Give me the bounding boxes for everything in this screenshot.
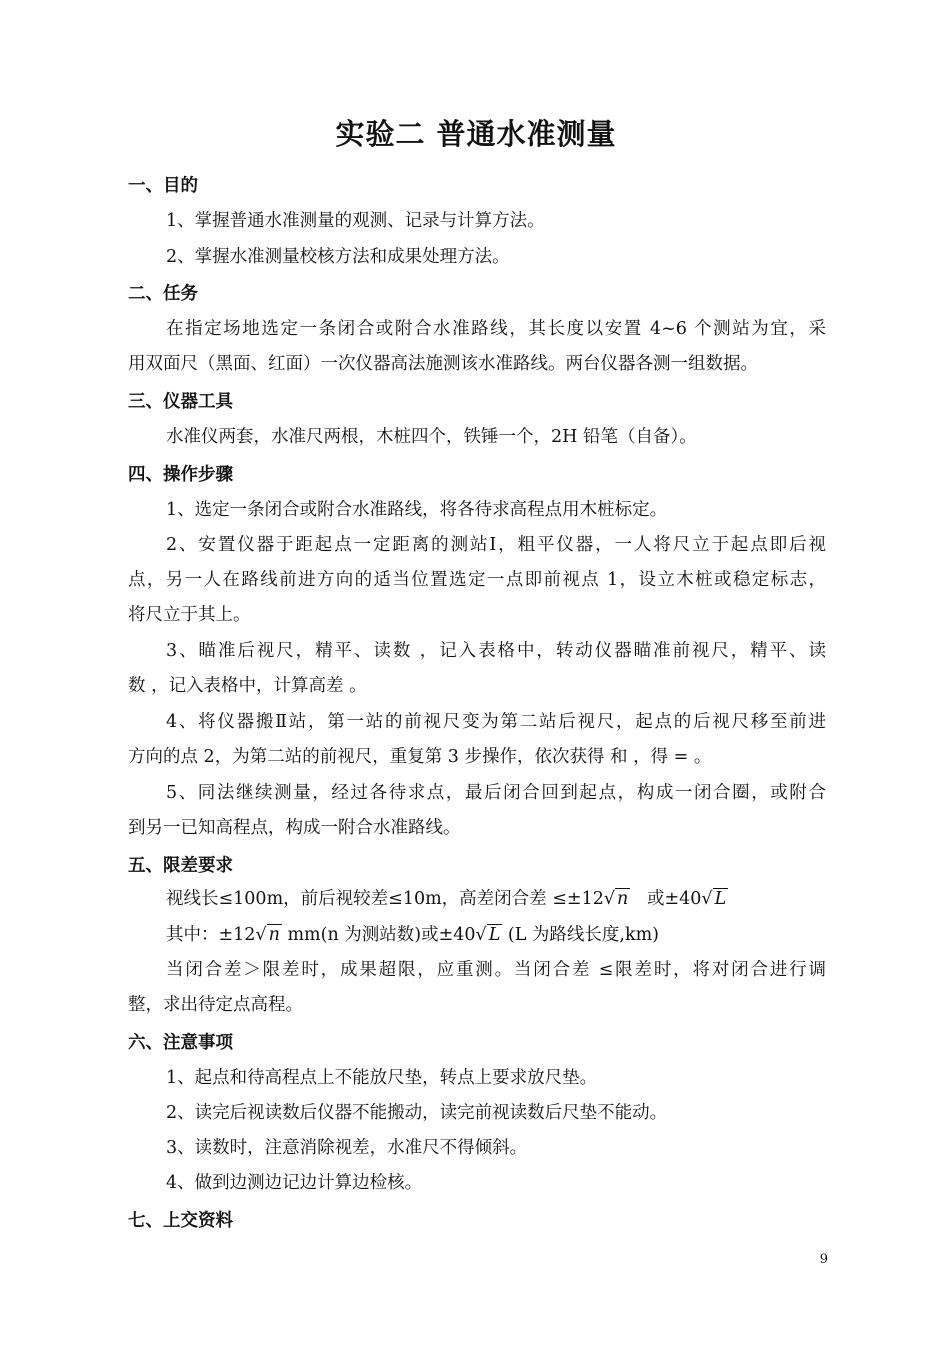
task-line-1: 在指定场地选定一条闭合或附合水准路线，其长度以安置 4~6 个测站为宜，采 (166, 319, 826, 339)
tolerance-line-4: 整，求出待定点高程。 (128, 995, 303, 1015)
heading-steps: 四、操作步骤 (128, 465, 233, 485)
step-2-line-2: 点，另一人在路线前进方向的适当位置选定一点即前视点 1，设立木桩或稳定标志， (128, 570, 826, 590)
step-2-line-1: 2、安置仪器于距起点一定距离的测站Ⅰ，粗平仪器，一人将尺立于起点即后视 (166, 535, 826, 555)
heading-submit: 七、上交资料 (128, 1211, 233, 1231)
sqrt-l: √ L (701, 889, 727, 909)
sqrt-n-2: √ n (255, 925, 280, 945)
tolerance-line-3: 当闭合差＞限差时，成果超限，应重测。当闭合差 ≤限差时，将对闭合进行调 (166, 960, 826, 980)
note-2: 2、读完后视读数后仪器不能搬动，读完前视读数后尺垫不能动。 (166, 1103, 668, 1123)
step-5-line-1: 5、同法继续测量，经过各待求点，最后闭合回到起点，构成一闭合圈，或附合 (166, 783, 826, 803)
step-1: 1、选定一条闭合或附合水准路线，将各待求高程点用木桩标定。 (166, 500, 668, 520)
heading-tolerance: 五、限差要求 (128, 856, 233, 876)
step-4-line-1: 4、将仪器搬Ⅱ站，第一站的前视尺变为第二站后视尺，起点的后视尺移至前进 (166, 712, 826, 732)
note-3: 3、读数时，注意消除视差，水准尺不得倾斜。 (166, 1138, 528, 1158)
tolerance-line-1-or: 或±40 (646, 889, 702, 909)
tolerance-line-2: 其中：±12√ n mm(n 为测站数)或±40√ L (L 为路线长度,km) (166, 925, 659, 945)
tools-text: 水准仪两套，水准尺两根，木桩四个，铁锤一个，2H 铅笔（自备）。 (166, 427, 697, 447)
sqrt-n: √ n (603, 889, 629, 909)
note-4: 4、做到边测边记边计算边检核。 (166, 1173, 423, 1193)
step-3-line-1: 3、瞄准后视尺，精平、读数 ，记入表格中，转动仪器瞄准前视尺，精平、读 (166, 641, 826, 661)
heading-purpose: 一、目的 (128, 176, 198, 196)
heading-task: 二、任务 (128, 284, 198, 304)
step-4-line-2: 方向的点 2，为第二站的前视尺，重复第 3 步操作，依次获得 和 ，得 = 。 (128, 747, 712, 767)
step-3-line-2: 数 ，记入表格中，计算高差 。 (128, 676, 367, 696)
heading-tools: 三、仪器工具 (128, 392, 233, 412)
purpose-item-2: 2、掌握水准测量校核方法和成果处理方法。 (166, 247, 510, 267)
step-5-line-2: 到另一已知高程点，构成一附合水准路线。 (128, 818, 461, 838)
task-line-2: 用双面尺（黑面、红面）一次仪器高法施测该水准路线。两台仪器各测一组数据。 (128, 354, 758, 374)
tolerance-line-1 (166, 885, 728, 910)
purpose-item-1: 1、掌握普通水准测量的观测、记录与计算方法。 (166, 211, 545, 231)
heading-notes: 六、注意事项 (128, 1033, 233, 1053)
step-2-line-3: 将尺立于其上。 (128, 605, 251, 625)
page-title: 实验二 普通水准测量 (335, 117, 617, 151)
sqrt-l-2: √ L (475, 925, 501, 945)
page-number: 9 (819, 1252, 828, 1267)
note-1: 1、起点和待高程点上不能放尺垫，转点上要求放尺垫。 (166, 1068, 598, 1088)
tolerance-line-1-text: 视线长≤100m，前后视较差≤10m，高差闭合差 ≤±12 (166, 889, 604, 909)
